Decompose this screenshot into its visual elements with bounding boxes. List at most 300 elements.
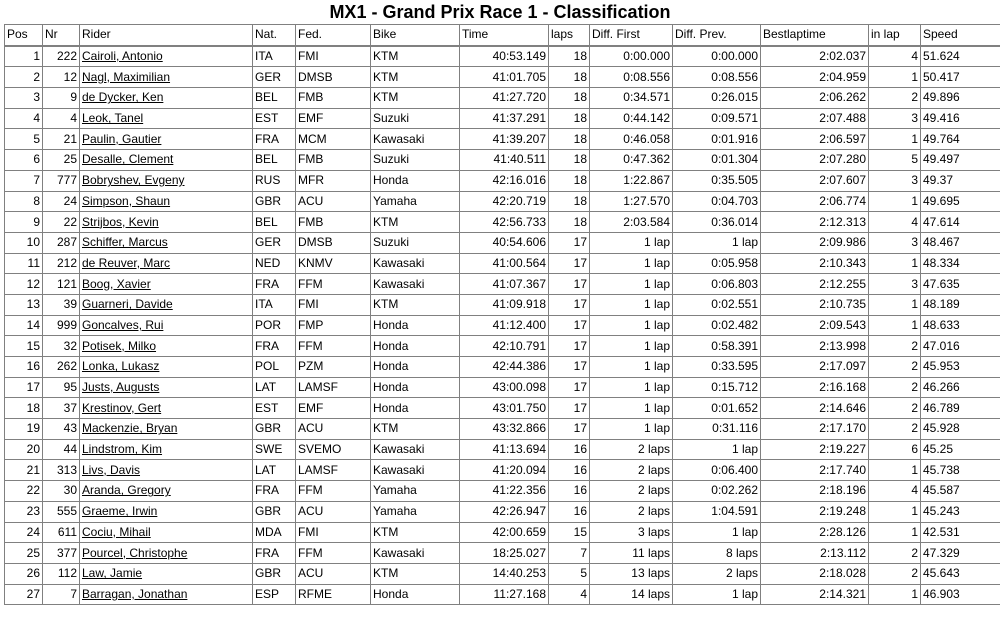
cell-in-lap: 1 — [869, 129, 921, 150]
cell-bestlaptime: 2:02.037 — [761, 46, 869, 67]
cell-speed: 49.695 — [921, 191, 1000, 212]
cell-laps: 7 — [549, 543, 590, 564]
cell-pos: 27 — [5, 584, 43, 605]
cell-bestlaptime: 2:04.959 — [761, 67, 869, 88]
cell-nr: 999 — [43, 315, 80, 336]
cell-laps: 17 — [549, 274, 590, 295]
cell-diff-prev: 2 laps — [673, 563, 761, 584]
cell-speed: 45.953 — [921, 357, 1000, 378]
cell-bestlaptime: 2:09.986 — [761, 232, 869, 253]
cell-bestlaptime: 2:06.597 — [761, 129, 869, 150]
cell-diff-prev: 0:36.014 — [673, 212, 761, 233]
cell-pos: 1 — [5, 46, 43, 67]
table-row — [5, 294, 1000, 315]
cell-nr: 12 — [43, 67, 80, 88]
cell-diff-prev: 0:26.015 — [673, 88, 761, 109]
cell-laps: 15 — [549, 522, 590, 543]
cell-fed: EMF — [296, 108, 371, 129]
cell-speed: 46.789 — [921, 398, 1000, 419]
rider-link[interactable]: Cairoli, Antonio — [80, 46, 253, 67]
rider-link[interactable]: Law, Jamie — [80, 563, 253, 584]
cell-time: 42:56.733 — [460, 212, 549, 233]
cell-in-lap: 2 — [869, 88, 921, 109]
cell-laps: 18 — [549, 46, 590, 67]
cell-nr: 25 — [43, 150, 80, 171]
rider-link[interactable]: Nagl, Maximilian — [80, 67, 253, 88]
cell-nat: POL — [253, 357, 296, 378]
cell-nr: 9 — [43, 88, 80, 109]
rider-link[interactable]: Potisek, Milko — [80, 336, 253, 357]
cell-diff-first: 1 lap — [590, 274, 673, 295]
cell-diff-first: 2:03.584 — [590, 212, 673, 233]
cell-fed: FMI — [296, 46, 371, 67]
cell-in-lap: 6 — [869, 439, 921, 460]
classification-table — [4, 24, 1000, 605]
cell-pos: 3 — [5, 88, 43, 109]
rider-link[interactable]: Barragan, Jonathan — [80, 584, 253, 605]
cell-nr: 30 — [43, 481, 80, 502]
table-row — [5, 315, 1000, 336]
cell-pos: 23 — [5, 501, 43, 522]
cell-pos: 5 — [5, 129, 43, 150]
cell-bike: KTM — [371, 419, 460, 440]
cell-fed: MFR — [296, 170, 371, 191]
cell-bestlaptime: 2:12.255 — [761, 274, 869, 295]
cell-bike: KTM — [371, 563, 460, 584]
table-row — [5, 357, 1000, 378]
rider-link[interactable]: de Reuver, Marc — [80, 253, 253, 274]
rider-link[interactable]: Lonka, Lukasz — [80, 357, 253, 378]
cell-bike: Honda — [371, 336, 460, 357]
cell-nat: FRA — [253, 274, 296, 295]
rider-link[interactable]: Graeme, Irwin — [80, 501, 253, 522]
cell-pos: 18 — [5, 398, 43, 419]
cell-diff-first: 1:27.570 — [590, 191, 673, 212]
column-header-diff-prev: Diff. Prev. — [673, 25, 761, 46]
cell-bike: Kawasaki — [371, 253, 460, 274]
cell-diff-prev: 0:58.391 — [673, 336, 761, 357]
cell-speed: 45.587 — [921, 481, 1000, 502]
rider-link[interactable]: Leok, Tanel — [80, 108, 253, 129]
rider-link[interactable]: Boog, Xavier — [80, 274, 253, 295]
header-row — [5, 25, 1000, 46]
column-header-time: Time — [460, 25, 549, 46]
cell-laps: 18 — [549, 67, 590, 88]
cell-fed: FFM — [296, 543, 371, 564]
column-header-nr: Nr — [43, 25, 80, 46]
table-row — [5, 419, 1000, 440]
cell-laps: 17 — [549, 377, 590, 398]
cell-fed: FMP — [296, 315, 371, 336]
cell-speed: 42.531 — [921, 522, 1000, 543]
cell-time: 18:25.027 — [460, 543, 549, 564]
table-row — [5, 67, 1000, 88]
rider-link[interactable]: Strijbos, Kevin — [80, 212, 253, 233]
cell-diff-first: 1 lap — [590, 294, 673, 315]
cell-nr: 611 — [43, 522, 80, 543]
cell-nat: FRA — [253, 129, 296, 150]
table-row — [5, 501, 1000, 522]
cell-diff-prev: 0:05.958 — [673, 253, 761, 274]
cell-pos: 24 — [5, 522, 43, 543]
cell-pos: 14 — [5, 315, 43, 336]
cell-speed: 48.633 — [921, 315, 1000, 336]
rider-link[interactable]: Bobryshev, Evgeny — [80, 170, 253, 191]
cell-laps: 18 — [549, 129, 590, 150]
cell-bike: Honda — [371, 584, 460, 605]
cell-bike: Kawasaki — [371, 460, 460, 481]
cell-pos: 25 — [5, 543, 43, 564]
rider-link[interactable]: de Dycker, Ken — [80, 88, 253, 109]
cell-bike: Kawasaki — [371, 543, 460, 564]
cell-fed: FMB — [296, 88, 371, 109]
rider-link[interactable]: Aranda, Gregory — [80, 481, 253, 502]
cell-time: 11:27.168 — [460, 584, 549, 605]
cell-time: 41:27.720 — [460, 88, 549, 109]
cell-nr: 4 — [43, 108, 80, 129]
cell-pos: 7 — [5, 170, 43, 191]
cell-bestlaptime: 2:10.735 — [761, 294, 869, 315]
table-row — [5, 191, 1000, 212]
cell-time: 42:10.791 — [460, 336, 549, 357]
cell-nr: 377 — [43, 543, 80, 564]
table-row — [5, 150, 1000, 171]
cell-speed: 50.417 — [921, 67, 1000, 88]
cell-pos: 13 — [5, 294, 43, 315]
cell-bike: KTM — [371, 294, 460, 315]
cell-pos: 9 — [5, 212, 43, 233]
column-header-bike: Bike — [371, 25, 460, 46]
cell-laps: 17 — [549, 419, 590, 440]
cell-bestlaptime: 2:28.126 — [761, 522, 869, 543]
cell-nr: 44 — [43, 439, 80, 460]
cell-time: 43:00.098 — [460, 377, 549, 398]
cell-nr: 21 — [43, 129, 80, 150]
cell-time: 41:22.356 — [460, 481, 549, 502]
cell-nr: 43 — [43, 419, 80, 440]
table-row — [5, 460, 1000, 481]
cell-speed: 49.764 — [921, 129, 1000, 150]
rider-link[interactable]: Guarneri, Davide — [80, 294, 253, 315]
cell-nat: GBR — [253, 501, 296, 522]
cell-nat: FRA — [253, 481, 296, 502]
cell-fed: FFM — [296, 481, 371, 502]
cell-bike: KTM — [371, 522, 460, 543]
cell-bike: Honda — [371, 170, 460, 191]
cell-diff-prev: 0:06.400 — [673, 460, 761, 481]
table-row — [5, 398, 1000, 419]
cell-in-lap: 1 — [869, 191, 921, 212]
cell-nat: BEL — [253, 88, 296, 109]
cell-in-lap: 5 — [869, 150, 921, 171]
cell-time: 41:37.291 — [460, 108, 549, 129]
cell-in-lap: 1 — [869, 67, 921, 88]
cell-fed: ACU — [296, 191, 371, 212]
cell-speed: 49.416 — [921, 108, 1000, 129]
cell-nat: GBR — [253, 191, 296, 212]
cell-diff-prev: 0:01.916 — [673, 129, 761, 150]
cell-bike: Yamaha — [371, 501, 460, 522]
cell-time: 42:26.947 — [460, 501, 549, 522]
cell-time: 40:54.606 — [460, 232, 549, 253]
cell-bike: Suzuki — [371, 150, 460, 171]
cell-in-lap: 3 — [869, 274, 921, 295]
cell-fed: EMF — [296, 398, 371, 419]
rider-link[interactable]: Desalle, Clement — [80, 150, 253, 171]
cell-bike: Honda — [371, 315, 460, 336]
rider-link[interactable]: Cociu, Mihail — [80, 522, 253, 543]
cell-pos: 19 — [5, 419, 43, 440]
cell-fed: LAMSF — [296, 377, 371, 398]
cell-diff-prev: 0:31.116 — [673, 419, 761, 440]
cell-nat: LAT — [253, 460, 296, 481]
cell-diff-prev: 0:06.803 — [673, 274, 761, 295]
rider-link[interactable]: Simpson, Shaun — [80, 191, 253, 212]
cell-nr: 22 — [43, 212, 80, 233]
cell-nat: GER — [253, 67, 296, 88]
cell-fed: FMI — [296, 522, 371, 543]
cell-bike: KTM — [371, 67, 460, 88]
cell-nat: NED — [253, 253, 296, 274]
cell-diff-first: 3 laps — [590, 522, 673, 543]
rider-link[interactable]: Pourcel, Christophe — [80, 543, 253, 564]
cell-fed: FMI — [296, 294, 371, 315]
cell-pos: 2 — [5, 67, 43, 88]
cell-time: 41:13.694 — [460, 439, 549, 460]
cell-nr: 555 — [43, 501, 80, 522]
table-row — [5, 170, 1000, 191]
rider-link[interactable]: Mackenzie, Bryan — [80, 419, 253, 440]
cell-diff-first: 11 laps — [590, 543, 673, 564]
cell-bestlaptime: 2:18.028 — [761, 563, 869, 584]
cell-time: 43:01.750 — [460, 398, 549, 419]
cell-fed: ACU — [296, 501, 371, 522]
cell-diff-first: 2 laps — [590, 481, 673, 502]
cell-in-lap: 2 — [869, 419, 921, 440]
cell-laps: 17 — [549, 232, 590, 253]
cell-laps: 16 — [549, 460, 590, 481]
rider-link[interactable]: Paulin, Gautier — [80, 129, 253, 150]
cell-bestlaptime: 2:17.097 — [761, 357, 869, 378]
cell-time: 41:00.564 — [460, 253, 549, 274]
cell-speed: 47.329 — [921, 543, 1000, 564]
cell-bike: Kawasaki — [371, 274, 460, 295]
cell-laps: 18 — [549, 191, 590, 212]
cell-diff-prev: 0:01.304 — [673, 150, 761, 171]
cell-bike: Suzuki — [371, 108, 460, 129]
cell-time: 42:00.659 — [460, 522, 549, 543]
column-header-fed: Fed. — [296, 25, 371, 46]
cell-nat: EST — [253, 398, 296, 419]
cell-nr: 95 — [43, 377, 80, 398]
cell-speed: 45.243 — [921, 501, 1000, 522]
cell-nr: 39 — [43, 294, 80, 315]
column-header-pos: Pos — [5, 25, 43, 46]
cell-diff-prev: 0:35.505 — [673, 170, 761, 191]
cell-diff-prev: 0:01.652 — [673, 398, 761, 419]
cell-diff-prev: 0:09.571 — [673, 108, 761, 129]
rider-link[interactable]: Goncalves, Rui — [80, 315, 253, 336]
cell-laps: 16 — [549, 439, 590, 460]
cell-bestlaptime: 2:16.168 — [761, 377, 869, 398]
cell-speed: 45.928 — [921, 419, 1000, 440]
table-body — [5, 46, 1000, 605]
cell-fed: RFME — [296, 584, 371, 605]
cell-in-lap: 1 — [869, 315, 921, 336]
rider-link[interactable]: Krestinov, Gert — [80, 398, 253, 419]
cell-diff-prev: 1 lap — [673, 522, 761, 543]
cell-bestlaptime: 2:14.646 — [761, 398, 869, 419]
cell-pos: 11 — [5, 253, 43, 274]
cell-in-lap: 3 — [869, 170, 921, 191]
cell-diff-prev: 0:02.551 — [673, 294, 761, 315]
cell-time: 41:12.400 — [460, 315, 549, 336]
cell-nr: 32 — [43, 336, 80, 357]
cell-laps: 18 — [549, 108, 590, 129]
cell-speed: 51.624 — [921, 46, 1000, 67]
cell-nat: SWE — [253, 439, 296, 460]
cell-diff-prev: 0:02.482 — [673, 315, 761, 336]
cell-speed: 45.25 — [921, 439, 1000, 460]
cell-bestlaptime: 2:18.196 — [761, 481, 869, 502]
cell-nr: 37 — [43, 398, 80, 419]
cell-diff-first: 1 lap — [590, 336, 673, 357]
cell-nat: LAT — [253, 377, 296, 398]
cell-bestlaptime: 2:13.112 — [761, 543, 869, 564]
cell-time: 41:39.207 — [460, 129, 549, 150]
cell-nat: GBR — [253, 419, 296, 440]
cell-nat: ITA — [253, 46, 296, 67]
cell-fed: PZM — [296, 357, 371, 378]
cell-time: 42:20.719 — [460, 191, 549, 212]
cell-nr: 222 — [43, 46, 80, 67]
cell-diff-prev: 0:02.262 — [673, 481, 761, 502]
cell-in-lap: 2 — [869, 398, 921, 419]
cell-diff-first: 1 lap — [590, 315, 673, 336]
cell-bike: Kawasaki — [371, 439, 460, 460]
cell-nr: 24 — [43, 191, 80, 212]
table-row — [5, 439, 1000, 460]
cell-fed: FFM — [296, 274, 371, 295]
table-row — [5, 336, 1000, 357]
cell-in-lap: 2 — [869, 357, 921, 378]
cell-bestlaptime: 2:12.313 — [761, 212, 869, 233]
cell-in-lap: 4 — [869, 46, 921, 67]
cell-bestlaptime: 2:10.343 — [761, 253, 869, 274]
table-row — [5, 377, 1000, 398]
cell-in-lap: 1 — [869, 501, 921, 522]
cell-nat: ITA — [253, 294, 296, 315]
cell-diff-prev: 0:08.556 — [673, 67, 761, 88]
cell-nat: POR — [253, 315, 296, 336]
column-header-nat: Nat. — [253, 25, 296, 46]
cell-time: 41:20.094 — [460, 460, 549, 481]
cell-nat: FRA — [253, 543, 296, 564]
rider-link[interactable]: Lindstrom, Kim — [80, 439, 253, 460]
cell-laps: 17 — [549, 336, 590, 357]
cell-diff-prev: 0:04.703 — [673, 191, 761, 212]
cell-time: 14:40.253 — [460, 563, 549, 584]
cell-pos: 26 — [5, 563, 43, 584]
cell-laps: 18 — [549, 212, 590, 233]
cell-fed: LAMSF — [296, 460, 371, 481]
cell-speed: 48.334 — [921, 253, 1000, 274]
cell-nat: BEL — [253, 150, 296, 171]
table-row — [5, 46, 1000, 67]
cell-diff-first: 0:08.556 — [590, 67, 673, 88]
table-row — [5, 253, 1000, 274]
table-row — [5, 543, 1000, 564]
cell-laps: 17 — [549, 294, 590, 315]
cell-bestlaptime: 2:19.248 — [761, 501, 869, 522]
cell-diff-first: 2 laps — [590, 439, 673, 460]
cell-bike: Yamaha — [371, 191, 460, 212]
table-row — [5, 274, 1000, 295]
cell-diff-first: 0:34.571 — [590, 88, 673, 109]
cell-bestlaptime: 2:14.321 — [761, 584, 869, 605]
cell-fed: MCM — [296, 129, 371, 150]
cell-time: 42:44.386 — [460, 357, 549, 378]
cell-in-lap: 2 — [869, 563, 921, 584]
cell-diff-first: 0:46.058 — [590, 129, 673, 150]
cell-nr: 112 — [43, 563, 80, 584]
cell-fed: DMSB — [296, 232, 371, 253]
rider-link[interactable]: Schiffer, Marcus — [80, 232, 253, 253]
cell-nat: MDA — [253, 522, 296, 543]
cell-time: 41:09.918 — [460, 294, 549, 315]
rider-link[interactable]: Justs, Augusts — [80, 377, 253, 398]
cell-bike: Kawasaki — [371, 129, 460, 150]
cell-bestlaptime: 2:06.774 — [761, 191, 869, 212]
cell-diff-prev: 1:04.591 — [673, 501, 761, 522]
cell-laps: 18 — [549, 170, 590, 191]
cell-in-lap: 4 — [869, 212, 921, 233]
rider-link[interactable]: Livs, Davis — [80, 460, 253, 481]
cell-diff-first: 1 lap — [590, 377, 673, 398]
cell-speed: 49.497 — [921, 150, 1000, 171]
table-row — [5, 232, 1000, 253]
cell-laps: 17 — [549, 357, 590, 378]
cell-laps: 17 — [549, 398, 590, 419]
cell-laps: 18 — [549, 150, 590, 171]
cell-in-lap: 3 — [869, 108, 921, 129]
cell-in-lap: 2 — [869, 377, 921, 398]
cell-diff-prev: 1 lap — [673, 232, 761, 253]
cell-diff-first: 13 laps — [590, 563, 673, 584]
cell-laps: 16 — [549, 481, 590, 502]
cell-in-lap: 1 — [869, 294, 921, 315]
cell-laps: 17 — [549, 253, 590, 274]
cell-pos: 17 — [5, 377, 43, 398]
cell-bestlaptime: 2:09.543 — [761, 315, 869, 336]
cell-fed: ACU — [296, 563, 371, 584]
cell-nr: 287 — [43, 232, 80, 253]
cell-speed: 47.016 — [921, 336, 1000, 357]
cell-pos: 16 — [5, 357, 43, 378]
cell-in-lap: 2 — [869, 543, 921, 564]
cell-laps: 4 — [549, 584, 590, 605]
cell-fed: FMB — [296, 212, 371, 233]
cell-in-lap: 4 — [869, 481, 921, 502]
cell-diff-first: 1 lap — [590, 253, 673, 274]
cell-pos: 4 — [5, 108, 43, 129]
cell-nat: EST — [253, 108, 296, 129]
cell-nat: GBR — [253, 563, 296, 584]
cell-diff-first: 0:44.142 — [590, 108, 673, 129]
cell-pos: 20 — [5, 439, 43, 460]
cell-in-lap: 2 — [869, 336, 921, 357]
cell-speed: 46.903 — [921, 584, 1000, 605]
